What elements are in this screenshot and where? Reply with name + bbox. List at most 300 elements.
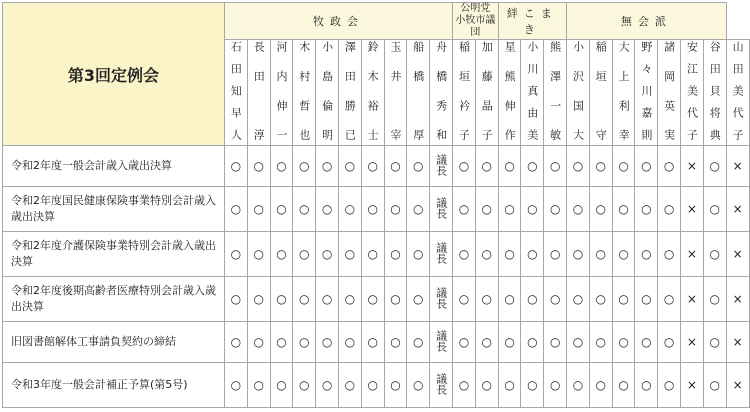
- vote-against: [726, 322, 749, 363]
- vote-mark: ×: [732, 292, 743, 306]
- vote-for: [567, 187, 590, 232]
- vote-for: [407, 363, 430, 408]
- member-name: 舟橋秀和: [434, 41, 448, 141]
- member-name-cell: [384, 40, 407, 146]
- party-label: 絆こまき: [506, 7, 558, 36]
- vote-mark: ○: [527, 247, 538, 261]
- vote-mark: ○: [253, 335, 264, 349]
- vote-mark: ○: [709, 247, 721, 261]
- member-name-cell: [361, 40, 384, 146]
- vote-for: [498, 146, 521, 187]
- vote-mark: ×: [686, 202, 697, 216]
- vote-mark: ○: [595, 378, 607, 392]
- member-name-cell: [498, 40, 521, 146]
- vote-mark: ○: [230, 247, 242, 261]
- vote-against: [726, 277, 749, 322]
- vote-mark: ○: [230, 378, 242, 392]
- vote-for: [225, 277, 248, 322]
- vote-mark: ○: [253, 378, 264, 392]
- vote-mark: ○: [367, 292, 378, 306]
- vote-mark: ○: [504, 159, 515, 173]
- vote-mark: ○: [549, 247, 561, 261]
- vote-for: [316, 363, 339, 408]
- vote-for: [338, 277, 361, 322]
- vote-for: [635, 322, 658, 363]
- bill-name: 令和2年度介護保険事業特別会計歳入歳出決算: [3, 232, 225, 277]
- vote-mark: ○: [549, 292, 561, 306]
- member-name: 小川真由美: [525, 41, 539, 141]
- vote-mark: ○: [390, 159, 401, 173]
- member-name: 船橋 厚: [411, 41, 425, 141]
- vote-mark: ○: [367, 247, 378, 261]
- vote-mark: ○: [413, 378, 424, 392]
- vote-for: [384, 363, 407, 408]
- vote-for: [247, 277, 270, 322]
- vote-mark: ○: [481, 378, 493, 392]
- vote-for: [453, 146, 476, 187]
- vote-for: [270, 232, 293, 277]
- vote-for: [475, 146, 498, 187]
- vote-mark: ○: [572, 335, 584, 349]
- member-name: 加藤晶子: [480, 41, 494, 141]
- bill-name: 令和2年度国民健康保険事業特別会計歳入歳出決算: [3, 187, 225, 232]
- vote-for: [703, 322, 726, 363]
- vote-against: [681, 363, 704, 408]
- vote-for: [225, 187, 248, 232]
- vote-for: [612, 363, 635, 408]
- vote-for: [316, 187, 339, 232]
- vote-mark: ○: [504, 378, 515, 392]
- vote-mark: ○: [504, 202, 515, 216]
- vote-mark: ○: [413, 292, 424, 306]
- vote-for: [270, 277, 293, 322]
- vote-mark: ○: [481, 202, 493, 216]
- vote-for: [589, 232, 612, 277]
- vote-for: [453, 232, 476, 277]
- vote-against: [681, 232, 704, 277]
- vote-for: [544, 146, 567, 187]
- vote-mark: ○: [230, 202, 242, 216]
- vote-for: [498, 232, 521, 277]
- party-label: 牧政会: [313, 15, 365, 28]
- vote-mark: ○: [618, 247, 629, 261]
- member-name-cell: [407, 40, 430, 146]
- member-name: 稲垣 守: [594, 41, 608, 141]
- vote-for: [658, 363, 681, 408]
- vote-for: [407, 322, 430, 363]
- vote-mark: ○: [527, 292, 538, 306]
- vote-mark: ○: [367, 202, 378, 216]
- vote-for: [475, 322, 498, 363]
- vote-mark: ○: [344, 247, 356, 261]
- vote-for: [703, 277, 726, 322]
- vote-for: [384, 322, 407, 363]
- vote-mark: ×: [686, 335, 697, 349]
- vote-mark: ○: [299, 247, 310, 261]
- vote-mark: ○: [367, 159, 378, 173]
- member-name-cell: [703, 40, 726, 146]
- vote-mark: ×: [732, 378, 743, 392]
- vote-mark: ○: [481, 159, 493, 173]
- vote-mark: ○: [344, 292, 356, 306]
- vote-mark: ○: [549, 159, 561, 173]
- vote-for: [225, 363, 248, 408]
- vote-for: [658, 277, 681, 322]
- vote-mark: ○: [663, 247, 675, 261]
- vote-mark: ○: [641, 159, 652, 173]
- vote-for: [247, 363, 270, 408]
- vote-mark: ○: [618, 202, 629, 216]
- member-name: 鈴木裕士: [366, 41, 380, 141]
- member-name: 長田 淳: [252, 41, 266, 141]
- vote-against: [726, 232, 749, 277]
- member-name: 稲垣衿子: [457, 41, 471, 141]
- vote-mark: ○: [504, 247, 515, 261]
- vote-mark: ○: [276, 378, 287, 392]
- vote-for: [589, 187, 612, 232]
- vote-mark: ×: [686, 247, 697, 261]
- vote-against: [726, 363, 749, 408]
- vote-mark: 議長: [434, 329, 448, 352]
- vote-for: [589, 322, 612, 363]
- bill-name: 令和3年度一般会計補正予算(第5号): [3, 363, 225, 408]
- vote-for: [658, 187, 681, 232]
- vote-for: [316, 322, 339, 363]
- member-name: 山田美代子: [731, 41, 745, 141]
- vote-mark: ○: [321, 247, 333, 261]
- vote-mark: ○: [276, 247, 287, 261]
- vote-mark: ○: [595, 292, 607, 306]
- vote-mark: ○: [458, 202, 470, 216]
- vote-for: [544, 363, 567, 408]
- vote-for: [225, 232, 248, 277]
- member-name-cell: [521, 40, 544, 146]
- vote-for: [316, 232, 339, 277]
- vote-for: [658, 322, 681, 363]
- vote-for: [521, 322, 544, 363]
- vote-for: [544, 232, 567, 277]
- vote-mark: ○: [413, 247, 424, 261]
- vote-for: [544, 322, 567, 363]
- member-name-cell: [453, 40, 476, 146]
- vote-for: [567, 277, 590, 322]
- vote-for: [521, 363, 544, 408]
- vote-mark: ○: [527, 202, 538, 216]
- vote-against: [681, 277, 704, 322]
- vote-mark: ○: [299, 378, 310, 392]
- vote-mark: ○: [595, 159, 607, 173]
- vote-for: [567, 146, 590, 187]
- vote-mark: ○: [299, 292, 310, 306]
- vote-mark: ○: [663, 378, 675, 392]
- vote-mark: ○: [572, 159, 584, 173]
- vote-mark: 議長: [434, 372, 448, 395]
- party-header: [225, 3, 453, 40]
- vote-mark: ○: [344, 378, 356, 392]
- member-name: 熊澤一敏: [548, 41, 562, 141]
- vote-for: [270, 187, 293, 232]
- vote-mark: ○: [276, 202, 287, 216]
- vote-for: [293, 146, 316, 187]
- vote-for: [703, 232, 726, 277]
- vote-for: [703, 146, 726, 187]
- vote-for: [247, 146, 270, 187]
- member-name: 小沢国大: [571, 41, 585, 141]
- member-name-cell: [225, 40, 248, 146]
- vote-for: [247, 322, 270, 363]
- vote-against: [681, 187, 704, 232]
- vote-against: [726, 146, 749, 187]
- vote-for: [521, 187, 544, 232]
- vote-for: [544, 277, 567, 322]
- vote-mark: ○: [572, 202, 584, 216]
- vote-mark: ○: [549, 202, 561, 216]
- bill-list: [3, 146, 750, 408]
- vote-mark: ○: [663, 335, 675, 349]
- vote-mark: ○: [367, 378, 378, 392]
- member-name: 星熊伸作: [503, 41, 517, 141]
- vote-for: [338, 363, 361, 408]
- member-name-cell: [247, 40, 270, 146]
- member-name-cell: [475, 40, 498, 146]
- bill-name: 令和2年度一般会計歳入歳出決算: [3, 146, 225, 187]
- vote-mark: 議長: [434, 153, 448, 176]
- vote-for: [703, 187, 726, 232]
- member-name-cell: [316, 40, 339, 146]
- vote-for: [270, 322, 293, 363]
- vote-for: [361, 232, 384, 277]
- vote-mark: ×: [732, 159, 743, 173]
- member-name-cell: [726, 40, 749, 146]
- vote-for: [338, 187, 361, 232]
- vote-mark: ○: [344, 335, 356, 349]
- member-name: 谷田貝将典: [708, 41, 722, 141]
- vote-for: [567, 322, 590, 363]
- vote-for: [498, 277, 521, 322]
- vote-for: [270, 146, 293, 187]
- bill-name: 令和2年度後期高齢者医療特別会計歳入歳出決算: [3, 277, 225, 322]
- vote-mark: ○: [709, 378, 721, 392]
- member-name: 河内伸一: [274, 41, 288, 141]
- vote-mark: ○: [321, 378, 333, 392]
- vote-for: [293, 187, 316, 232]
- vote-for: [407, 232, 430, 277]
- vote-mark: ○: [413, 202, 424, 216]
- vote-mark: ×: [732, 335, 743, 349]
- vote-mark: ○: [253, 202, 264, 216]
- vote-mark: ○: [481, 247, 493, 261]
- vote-chair: [430, 363, 453, 408]
- vote-mark: ○: [641, 335, 652, 349]
- vote-for: [521, 277, 544, 322]
- vote-for: [453, 277, 476, 322]
- vote-mark: ○: [641, 292, 652, 306]
- vote-mark: ×: [686, 292, 697, 306]
- vote-mark: ○: [390, 378, 401, 392]
- vote-mark: ○: [572, 292, 584, 306]
- vote-mark: ○: [253, 292, 264, 306]
- member-name-cell: [612, 40, 635, 146]
- vote-for: [589, 277, 612, 322]
- vote-mark: ○: [299, 335, 310, 349]
- vote-mark: ○: [253, 159, 264, 173]
- vote-mark: ○: [709, 335, 721, 349]
- vote-mark: ○: [413, 159, 424, 173]
- vote-for: [225, 146, 248, 187]
- member-name-cell: [544, 40, 567, 146]
- vote-mark: ○: [641, 247, 652, 261]
- member-name-cell: [293, 40, 316, 146]
- vote-for: [589, 363, 612, 408]
- vote-mark: ○: [527, 159, 538, 173]
- vote-for: [567, 363, 590, 408]
- vote-for: [498, 363, 521, 408]
- vote-mark: ○: [481, 335, 493, 349]
- vote-mark: ○: [344, 202, 356, 216]
- vote-mark: ○: [618, 292, 629, 306]
- vote-mark: ○: [527, 335, 538, 349]
- vote-mark: ○: [618, 378, 629, 392]
- vote-mark: ○: [390, 335, 401, 349]
- vote-for: [293, 322, 316, 363]
- member-name-cell: [567, 40, 590, 146]
- vote-for: [338, 146, 361, 187]
- vote-mark: ○: [663, 292, 675, 306]
- vote-for: [635, 232, 658, 277]
- vote-for: [361, 322, 384, 363]
- vote-mark: ○: [230, 292, 242, 306]
- bill-row: [3, 146, 750, 187]
- vote-for: [544, 187, 567, 232]
- vote-for: [635, 146, 658, 187]
- vote-mark: ○: [458, 292, 470, 306]
- vote-mark: ○: [458, 335, 470, 349]
- vote-mark: ○: [572, 378, 584, 392]
- vote-mark: ○: [595, 247, 607, 261]
- vote-for: [361, 277, 384, 322]
- bill-name: 旧図書館解体工事請負契約の締結: [3, 322, 225, 363]
- vote-for: [293, 277, 316, 322]
- vote-for: [589, 146, 612, 187]
- vote-mark: ○: [663, 159, 675, 173]
- member-name-cell: [658, 40, 681, 146]
- vote-mark: ○: [276, 335, 287, 349]
- vote-for: [316, 277, 339, 322]
- vote-for: [384, 277, 407, 322]
- vote-for: [247, 232, 270, 277]
- vote-for: [225, 322, 248, 363]
- vote-for: [361, 146, 384, 187]
- vote-for: [338, 322, 361, 363]
- member-name-cell: [338, 40, 361, 146]
- vote-for: [384, 146, 407, 187]
- vote-for: [293, 232, 316, 277]
- vote-mark: ×: [686, 378, 697, 392]
- bill-row: [3, 277, 750, 322]
- session-title: 第3回定例会: [3, 3, 225, 146]
- vote-for: [384, 187, 407, 232]
- member-name: 大上利幸: [617, 41, 631, 141]
- vote-for: [270, 363, 293, 408]
- vote-for: [612, 187, 635, 232]
- vote-mark: ○: [641, 202, 652, 216]
- vote-mark: ○: [641, 378, 652, 392]
- vote-for: [703, 363, 726, 408]
- vote-mark: 議長: [434, 286, 448, 309]
- vote-for: [567, 232, 590, 277]
- vote-for: [361, 187, 384, 232]
- vote-mark: ○: [504, 335, 515, 349]
- vote-for: [293, 363, 316, 408]
- vote-against: [726, 187, 749, 232]
- member-name: 石田知早人: [229, 41, 243, 141]
- member-name: 玉井 宰: [388, 41, 402, 141]
- member-name: 木村哲也: [297, 41, 311, 141]
- vote-mark: ○: [595, 202, 607, 216]
- vote-mark: ○: [572, 247, 584, 261]
- bill-row: [3, 322, 750, 363]
- party-label: 公明党 小牧市議団: [455, 3, 496, 38]
- vote-mark: ○: [549, 335, 561, 349]
- member-name: 安江美代子: [685, 41, 699, 141]
- vote-mark: ○: [458, 247, 470, 261]
- party-header: [453, 3, 499, 40]
- member-name: 野々川嘉則: [639, 41, 653, 141]
- vote-for: [247, 187, 270, 232]
- vote-for: [361, 363, 384, 408]
- vote-mark: ○: [299, 159, 310, 173]
- vote-for: [612, 322, 635, 363]
- vote-mark: ○: [481, 292, 493, 306]
- vote-mark: ○: [618, 159, 629, 173]
- vote-for: [521, 232, 544, 277]
- party-label: 無会派: [620, 15, 672, 28]
- vote-mark: ○: [321, 292, 333, 306]
- vote-mark: ○: [413, 335, 424, 349]
- party-header-row: [3, 3, 750, 40]
- vote-mark: ○: [230, 159, 242, 173]
- vote-mark: ×: [686, 159, 697, 173]
- bill-row: [3, 232, 750, 277]
- vote-for: [453, 322, 476, 363]
- vote-for: [453, 363, 476, 408]
- party-header: [498, 3, 566, 40]
- vote-mark: ○: [595, 335, 607, 349]
- vote-mark: ○: [458, 378, 470, 392]
- vote-for: [453, 187, 476, 232]
- vote-for: [658, 232, 681, 277]
- vote-for: [475, 187, 498, 232]
- vote-mark: 議長: [434, 196, 448, 219]
- vote-for: [407, 277, 430, 322]
- vote-for: [612, 232, 635, 277]
- vote-mark: ○: [618, 335, 629, 349]
- vote-chair: [430, 187, 453, 232]
- vote-for: [407, 187, 430, 232]
- vote-mark: ×: [732, 202, 743, 216]
- vote-against: [681, 146, 704, 187]
- vote-for: [498, 187, 521, 232]
- vote-for: [635, 363, 658, 408]
- member-name-cell: [589, 40, 612, 146]
- bill-row: [3, 363, 750, 408]
- vote-chair: [430, 232, 453, 277]
- vote-mark: ○: [390, 247, 401, 261]
- vote-mark: ○: [527, 378, 538, 392]
- vote-for: [384, 232, 407, 277]
- member-name-cell: [681, 40, 704, 146]
- vote-mark: ○: [321, 159, 333, 173]
